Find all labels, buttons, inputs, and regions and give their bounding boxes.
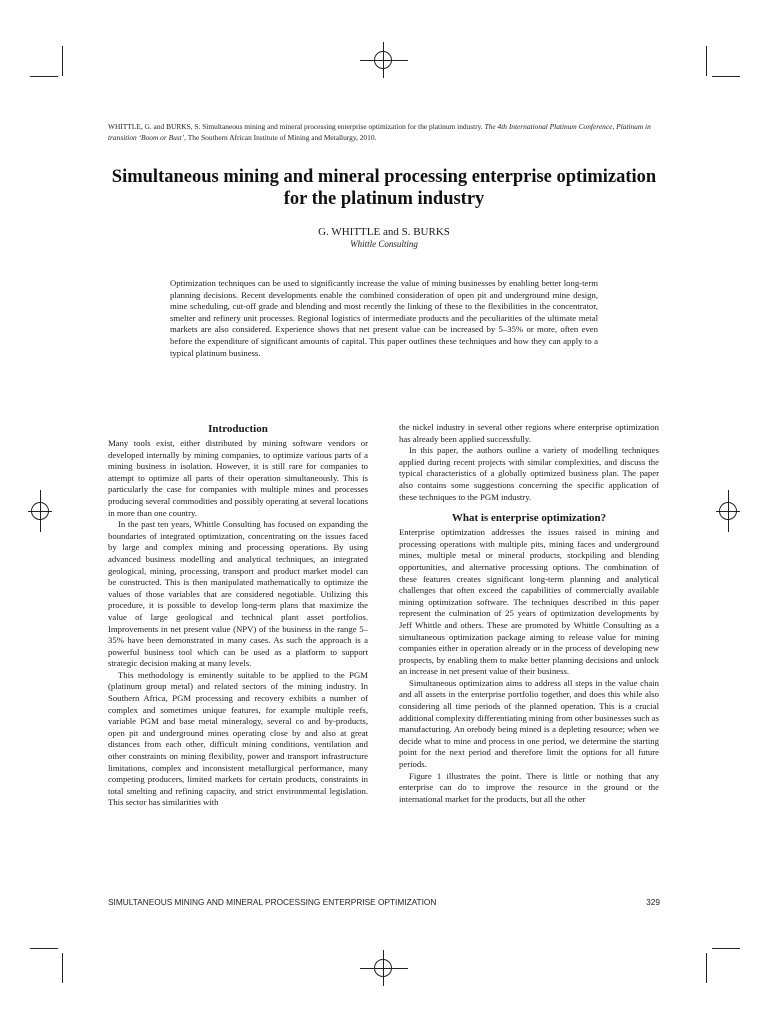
- paragraph: the nickel industry in several other regions where enterprise optimization has already been applied successfully.: [399, 422, 659, 444]
- right-column: [399, 422, 659, 805]
- crop-mark: [712, 948, 740, 949]
- abstract: Optimization techniques can be used to significantly increase the value of mining businesses by enabling better long-term planning decisions. Recent developments enable the combined consideration of open pit and underground mine design, mine scheduling, cut-off grade and blending and most recently the linking of these to the flexibilities in the concentrator, smelter and refinery unit processes. Regional logistics of intermediate products and the peculiarities of the ultimate metal markets are also considered. Experience shows that net present value can be increased by 5–35% or more, often even before the expenditure of significant amounts of capital. This paper outlines these techniques and how they can apply to a typical platinum business.: [170, 278, 598, 358]
- crop-mark: [706, 953, 707, 983]
- running-title: SIMULTANEOUS MINING AND MINERAL PROCESSING ENTERPRISE OPTIMIZATION: [108, 897, 437, 907]
- crop-mark: [706, 46, 707, 76]
- section-heading-introduction: Introduction: [208, 423, 268, 435]
- paper-title: Simultaneous mining and mineral processing enterprise optimization for the platinum industry: [111, 167, 657, 209]
- page-number: 329: [646, 897, 660, 907]
- crop-mark: [62, 953, 63, 983]
- paragraph: Many tools exist, either distributed by mining software vendors or developed internally by mining companies, to optimize various parts of a mining business in isolation. However, it is still rare for companies to attempt to optimize all parts of their operation simultaneously. This is particularly the case for companies with multiple mines and processes producing several commodities and possibly operating at several locations in more than one country.: [108, 438, 368, 518]
- page-footer: [108, 897, 660, 907]
- paragraph: In the past ten years, Whittle Consulting has focused on expanding the boundaries of integrated optimization, concentrating on the issues faced by large and complex mining and processing operations. By using advanced business modelling and analytical techniques, an integrated geological, mining, processing, transport and product market model can be constructed. This is then manipulated mathematically to optimize the values of those variables that are considered negotiable. Utilizing this procedure, it is possible to develop long-term plans that maximize the value of large geological and technical plant asset portfolios. Improvements in net present value (NPV) of the business in the range 5–35% have been demonstrated in many cases. As such the approach is a powerful business tool which can be used as a platform to support strategic decision making at many levels.: [108, 519, 368, 669]
- citation: WHITTLE, G. and BURKS, S. Simultaneous mining and mineral processing enterprise optimization for the platinum industry. The 4th International Platinum Conference, Platinum in transition ‘Boom or Bust’, The Southern African Institute of Mining and Metallurgy, 2010.: [108, 122, 651, 142]
- crop-mark: [30, 948, 58, 949]
- paragraph: Simultaneous optimization aims to address all steps in the value chain and all assets in the enterprise portfolio together, and does this while also considering all time periods of the planned operation. This is a crucial additional complexity differentiating mining from other businesses such as manufacturing. An orebody being mined is a depleting resource; when we decide what to mine and process in one period, we determine the starting point for the next period and therefore limit the options for all future periods.: [399, 677, 659, 770]
- crop-mark: [712, 76, 740, 77]
- paragraph: In this paper, the authors outline a variety of modelling techniques applied during recent projects with similar complexities, and discuss the typical characteristics of a globally optimized business plan. The paper also contains some suggestions concerning the specific application of these techniques to the PGM industry.: [399, 445, 659, 502]
- crop-mark: [30, 76, 58, 77]
- crop-mark: [62, 46, 63, 76]
- section-heading-enterprise-optimization: What is enterprise optimization?: [451, 512, 607, 525]
- paragraph: This methodology is eminently suitable to be applied to the PGM (platinum group metal) and related sectors of the mining industry. In Southern Africa, PGM processing and recovery exhibits a number of complex and sometimes unique features, for example multiple reefs, variable PGM and base metal mineralogy, several co and by-products, open pit and underground mines operating close by and also at great distances from each other, difficult mining conditions, ventilation and other constraints on mining flexibility, power and transport infrastructure limitations, complex and inconsistent metallurgical performance, many competing producers, limited markets for certain products, constraints in total smelting and refining capacity, and strict environmental legislation. This sector has similarities with: [108, 669, 368, 808]
- authors: G. WHITTLE and S. BURKS: [318, 226, 450, 238]
- affiliation: Whittle Consulting: [350, 239, 418, 249]
- left-column: [108, 422, 368, 809]
- paragraph: Enterprise optimization addresses the issues raised in mining and processing operations with multiple pits, mining faces and underground mines, multiple metal or mineral products, stockpiling and blending opportunities, and alternative processing options. The combination of these features creates significant long-term planning and analytical challenges that often exceed the capabilities of commercially available mining optimization software. The techniques described in this paper represent the culmination of 25 years of optimization developments by Jeff Whittle and others. These are promoted by Whittle Consulting as a simultaneous optimization package aiming to release value for mining companies either in operation already or in the process of developing new prospects, by enabling them to make better planning decisions and unlock an increase in net present value of their business.: [399, 527, 659, 677]
- paragraph: Figure 1 illustrates the point. There is little or nothing that any enterprise can do to improve the resource in the ground or the international market for the products, but all the other: [399, 770, 659, 804]
